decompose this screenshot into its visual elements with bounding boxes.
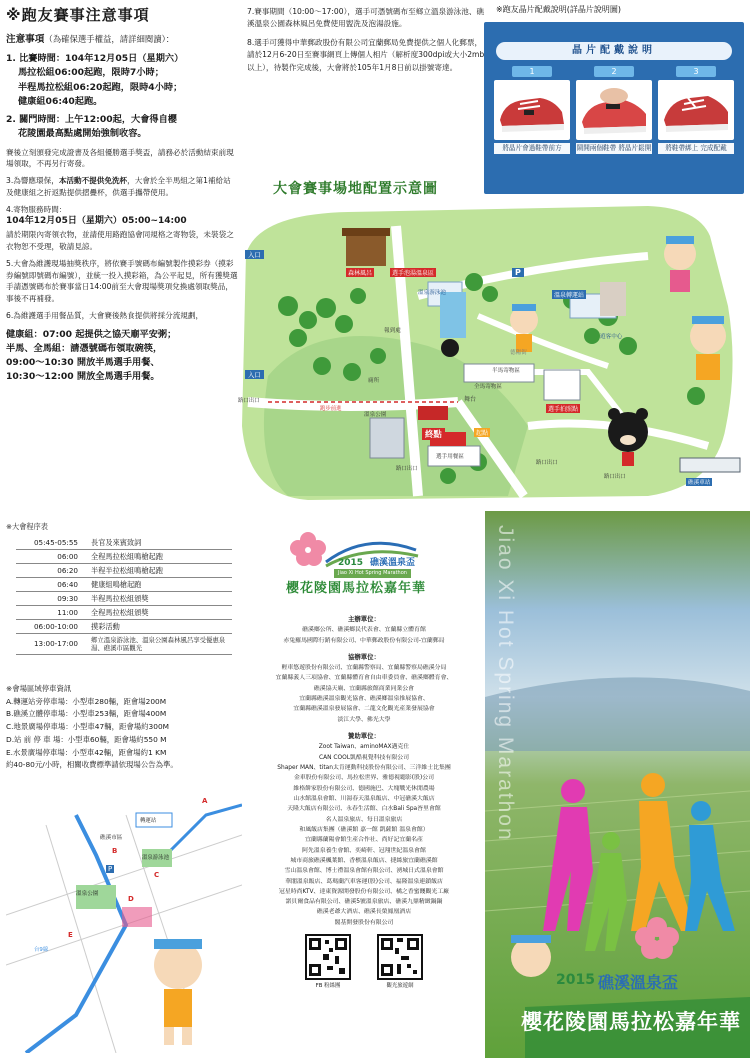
qr-codes bbox=[246, 934, 482, 991]
parking-marker: B bbox=[112, 847, 118, 855]
sponsor-line: 金車股份有限公司、馬拉松世界、雅德視聽影(股)公司 bbox=[293, 775, 435, 782]
table-row: 11:00 全程馬拉松組頒獎 bbox=[16, 606, 232, 620]
map-label-runner: 跑步前進 bbox=[320, 406, 342, 412]
map-label-station: 礁溪車站 bbox=[688, 480, 711, 486]
notice-item-7: 7.賽事期間（10:00～17:00），選手可憑號碼布至鄉立溫泉游泳池、礁溪溫泉公園森林風呂免費使用盥洗及泡湯設施。 bbox=[247, 7, 485, 29]
map-label-booth: 全馬寄物區 bbox=[474, 384, 502, 390]
chip-steps bbox=[494, 66, 734, 154]
notice-lead: 注意事項（為確保選手權益，請詳細閱讀）： bbox=[6, 34, 175, 46]
poster-year: 2015 bbox=[556, 972, 595, 988]
qr-code-icon bbox=[305, 934, 351, 980]
notice-title: ※跑友賽事注意事項 bbox=[6, 6, 150, 24]
sponsor-label: 贊助單位： bbox=[348, 732, 380, 741]
qr-tourism[interactable]: 觀光旅遊網 bbox=[377, 934, 423, 991]
notice-item-3: 3.為響應環保，本活動不提供免洗杯，大會於全半馬組之第1補給站及健康組之折返點提供摺疊杯，供選手攜帶使用。 bbox=[6, 176, 231, 197]
sponsors-section: 2015 礁溪溫泉盃 Jiao Xi Hot Spring Marathon 櫻花陵園馬拉松嘉年華 主辦單位： 礁溪鄉公所、礁溪鄉民代表會、宜蘭縣立體育館 赤兔羅馬國際行銷有限公司、中華郵政股份有限公司-宜蘭郵局 協辦單位： 輕車悠遊股份有限公司、宜蘭縣警察局、宜蘭縣警察局礁溪分局 宜蘭縣義人三項協會、宜蘭縣體育會自由車委員會、礁溪鄉體育會、 礁溪協天廟、宜蘭縣旅館商業同業公會 宜蘭縣礁溪溫泉觀光協會、礁溪鄉溫泉推展協會、 宜蘭縣礁溪溫泉發展協會、二龍文化觀光產業發展協會 淡江大學、佛光大學 贊助單位： Zoot Taiwan、aminoMAX邁克仕 CAN COOL凱酷視覺科技有限公司 Shaper MAN、titan太肯運動科技股份有限公司、三洋維士比集團 金車股份有限公司、馬拉松世界、雅德視聽影(股)公司 維格餅家股份有限公司、德國施巴、大塊戰光休閒農場 山水館溫泉會館、川湯春天溫泉飯店、中冠礁溪大飯店 天隆大飯店有限公司、永春生活館、白水Bali Spa峇里會館 名人溫泉旅店、每日溫泉旅店 和風飯店集團（礁溪館 嘉一館 凱薩館 溫泉會館） 宜蘭縣蘭陽會館生產合作社、尚好記宜蘭名產 阿先溫泉養生會館、奕崎軒、冠翔世紀溫泉會館 城市商旅礁溪楓葉館、香檳溫泉飯店、捷絲旅宜蘭礁溪館 雪山溫泉會館、博士禮溫泉會館有限公司、湧城日式溫泉會館 華閣溫泉飯店、葛瑪蘭汽車客運(股)公司、福隆溫泉連鎖飯店 冠星時尚KTV、達東資源開發股份有限公司、橘之香蜜餞觀光工廠 諾貝爾食品有限公司、礁溪5號溫泉旅店、礁溪九鼎精緻鍋鍋 礁溪老爺大酒店、礁溪長榮鳳凰酒店 閣基開發股份有限公司 FB 粉絲團 觀光旅遊網 bbox=[246, 522, 482, 992]
schedule-table bbox=[16, 536, 232, 655]
schedule-heading: ※大會程序表 bbox=[6, 522, 48, 531]
map-label-meal: 選手用餐區 bbox=[436, 454, 464, 460]
table-row: 06:00 全程馬拉松組鳴槍起跑 bbox=[16, 550, 232, 564]
sponsor-line: 華閣溫泉飯店、葛瑪蘭汽車客運(股)公司、福隆溫泉連鎖飯店 bbox=[285, 878, 443, 885]
sponsor-line: 城市商旅礁溪楓葉館、香檳溫泉飯店、捷絲旅宜蘭礁溪館 bbox=[290, 857, 438, 864]
parking-marker: D bbox=[128, 895, 134, 903]
map-label-start: 起點 bbox=[476, 430, 489, 437]
sponsor-line: 維格餅家股份有限公司、德國施巴、大塊戰光休閒農場 bbox=[293, 785, 435, 792]
map-label-wc: 廁所 bbox=[368, 378, 380, 384]
shoe-image bbox=[658, 80, 734, 140]
table-row: 06:00-10:00 摸彩活動 bbox=[16, 620, 232, 634]
map-label-photo: 選手拍照點 bbox=[548, 406, 579, 413]
map-label-forest: 森林風呂 bbox=[348, 270, 373, 277]
poster-subtitle: 櫻花陵園馬拉松嘉年華 bbox=[521, 1010, 741, 1034]
list-item: 約40-80元/小時，相關收費標準請依現場公告為準。 bbox=[6, 760, 178, 770]
notice-item-1: 1. 比賽時間：104年12月05日（星期六） 馬拉松組06:00起跑，限時7小時； 半程馬拉松組06:20起跑，限時4小時； 健康組06:40起跑。 bbox=[6, 53, 184, 107]
map-label: 溫泉公園 bbox=[76, 891, 99, 897]
map-label-exit: 路口出口 bbox=[604, 474, 626, 480]
notice-item-6: 6.為維護選手用餐品質，大會賽後熱食提供將採分流規劃， bbox=[6, 310, 204, 320]
chip-step-3: 3 將鞋帶綁上 完成配戴 bbox=[658, 66, 734, 154]
list-item: C.地景廣場停車場：小型車47輛，距會場約300M bbox=[6, 722, 170, 732]
logo-english: Jiao Xi Hot Spring Marathon bbox=[334, 569, 411, 578]
sponsor-line: 天隆大飯店有限公司、永春生活館、白水Bali Spa峇里會館 bbox=[287, 806, 441, 813]
map-label-entry: 入口 bbox=[245, 250, 264, 259]
map-label-exit: 路口出口 bbox=[536, 460, 558, 466]
map-label-exit: 路口出口 bbox=[238, 398, 260, 404]
shoe-image bbox=[576, 80, 652, 140]
sponsor-line: 雪山溫泉會館、博士禮溫泉會館有限公司、湧城日式溫泉會館 bbox=[284, 868, 444, 875]
sponsor-line: 閣基開發股份有限公司 bbox=[334, 919, 394, 926]
sponsor-line: 和風飯店集團（礁溪館 嘉一館 凱薩館 溫泉會館） bbox=[299, 826, 429, 833]
table-row: 05:45-05:55 長官及來賓致詞 bbox=[16, 536, 232, 550]
chip-title: ※跑友晶片配戴說明(詳晶片說明圖) bbox=[496, 5, 621, 14]
table-row: 09:30 半程馬拉松組頒獎 bbox=[16, 592, 232, 606]
list-item: D.站 前 停 車 場：小型車60輛，距會場約550 M bbox=[6, 734, 167, 744]
parking-marker: C bbox=[154, 871, 160, 879]
map-label-street: 德陽街 bbox=[510, 350, 527, 356]
parking-icon: P bbox=[108, 865, 113, 873]
sponsor-line: Shaper MAN、titan太肯運動科技股份有限公司、三洋維士比集團 bbox=[277, 764, 451, 771]
table-row: 06:40 健康組鳴槍起跑 bbox=[16, 578, 232, 592]
table-row: 13:00-17:00 鄉立溫泉游泳池、溫泉公園森林風呂享受優惠泉湯、礁溪市區觀光 bbox=[16, 634, 232, 655]
sponsor-line: Zoot Taiwan、aminoMAX邁克仕 bbox=[318, 744, 410, 751]
notice-section bbox=[6, 4, 238, 496]
poster-title: 礁溪溫泉盃 bbox=[598, 973, 679, 992]
sponsor-line: 山水館溫泉會館、川湯春天溫泉飯店、中冠礁溪大飯店 bbox=[293, 795, 435, 802]
list-item: A.轉運站旁停車場：小型車280輛，距會場200M bbox=[6, 696, 167, 706]
map-label-bag: 半馬寄物區 bbox=[492, 368, 520, 374]
sponsor-line: 諾貝爾食品有限公司、礁溪5號溫泉旅店、礁溪九鼎精緻鍋鍋 bbox=[285, 899, 443, 906]
sponsor-line: CAN COOL凱酷視覺科技有限公司 bbox=[319, 754, 409, 761]
list-item: B.礁溪立體停車場：小型車253輛，距會場400M bbox=[6, 709, 167, 719]
list-item: E.水景廣場停車場：小型車42輛，距會場約1 KM bbox=[6, 747, 167, 757]
event-logo bbox=[246, 522, 482, 608]
map-label-park: 溫泉公園 bbox=[364, 412, 387, 418]
venue-map bbox=[228, 196, 750, 508]
co-label: 協辦單位： bbox=[348, 652, 380, 661]
notice-continued bbox=[247, 6, 485, 81]
notice-prize: 賽後立刻頒發完成證書及各組優勝選手獎盃，請務必於活動結束前現場領取，不再另行寄發。 bbox=[6, 147, 234, 169]
table-row: 06:20 半程半拉松組鳴槍起跑 bbox=[16, 564, 232, 578]
parking-heading: ※會場區域停車資訊 bbox=[6, 684, 72, 693]
map-title: 大會賽事場地配置示意圖 bbox=[273, 181, 438, 197]
map-label: 台9線 bbox=[34, 947, 49, 953]
map-label-stage: 舞台 bbox=[464, 396, 477, 403]
schedule-section bbox=[6, 522, 236, 655]
notice-item-8: 8.選手可獲得中華郵政股份有限公司宜蘭郵局免費提供之個人化郵票，請於12月6-20日至賽事網頁上傳個人相片（解析度300dpi或大小2mb以上），待製作完成後，大會將於105年1月8日前以掛號寄達。 bbox=[247, 38, 485, 72]
map-label-hotspring: 選手泡湯溫泉區 bbox=[392, 270, 435, 277]
notice-meal: 健康組：07:00 起提供之協天廟平安粥； 半馬、全馬組：請憑號碼布領取碗筷， 09:00～10:30 開放半馬選手用餐、 10:30～12:00 開放全馬選手用餐。 bbox=[6, 328, 177, 383]
map-label: 礁溪市區 bbox=[100, 835, 123, 841]
chip-step-1: 1 將晶片會過鞋帶前方 bbox=[494, 66, 570, 154]
map-label-reg: 報到處 bbox=[384, 328, 401, 334]
sponsor-line: 冠星時尚KTV、達東資源開發股份有限公司、橘之香蜜餞觀光工廠 bbox=[278, 888, 450, 895]
map-label-entry: 入口 bbox=[245, 370, 264, 379]
parking-section bbox=[6, 683, 236, 772]
map-label: 轉運站 bbox=[140, 818, 157, 824]
poster-vertical-text: Jiao Xi Hot Spring Marathon bbox=[494, 525, 517, 842]
logo-subtitle: 櫻花陵園馬拉松嘉年華 bbox=[286, 581, 427, 596]
sponsor-line: 礁溪老爺大酒店、礁溪長榮鳳凰酒店 bbox=[316, 909, 412, 916]
map-label-exit: 路口出口 bbox=[396, 466, 418, 472]
host-label: 主辦單位： bbox=[348, 615, 380, 623]
map-parking-icon: P bbox=[512, 268, 524, 277]
map-label-bus: 溫泉轉運站 bbox=[554, 292, 585, 299]
parking-marker: A bbox=[202, 797, 208, 805]
notice-item-4: 4.寄物服務時間： 104年12月05日（星期六）05:00~14:00 請於期限內寄領衣物，並請使用路跑協會同規格之寄物袋，未裝袋之衣物恕不受理，敬請見諒。 bbox=[6, 204, 234, 252]
shoe-image bbox=[494, 80, 570, 140]
logo-year: 2015 bbox=[338, 558, 364, 568]
sponsor-line: 宜蘭縣蘭陽會館生產合作社、尚好記宜蘭名產 bbox=[305, 837, 423, 844]
map-label: 溫泉游泳池 bbox=[142, 855, 169, 861]
sponsor-line: 名人溫泉旅店、每日溫泉旅店 bbox=[325, 816, 403, 823]
map-label-tourist: 遊客中心 bbox=[600, 334, 623, 340]
sponsor-line: 阿先溫泉養生會館、奕崎軒、冠翔世紀溫泉會館 bbox=[302, 847, 426, 854]
map-label-pool: 溫泉游泳池 bbox=[418, 290, 446, 296]
map-label-finish: 終點 bbox=[422, 428, 445, 440]
qr-code-icon bbox=[377, 934, 423, 980]
parking-map bbox=[6, 795, 242, 1053]
logo-title: 礁溪溫泉盃 bbox=[370, 558, 416, 568]
notice-item-5: 5.大會為維護現場抽獎秩序，將依賽手號碼布編號製作摸彩券（摸彩券編號即號碼布編號），並統一投入摸彩箱，為公平起見，所有獲獎選手請憑號碼布於賽事當日14:00前至大會現場獎項兌換處領取獎品，事後不再補發。 bbox=[6, 258, 238, 304]
chip-instructions bbox=[484, 5, 744, 194]
chip-step-2: 2 鬧開兩個鞋帶 將晶片鬆開 bbox=[576, 67, 652, 152]
chip-heading: 晶片配戴說明 bbox=[496, 42, 732, 60]
notice-item-2: 2. 關門時間：上午12:00起，大會得自櫻 花陵園最高點處開始強制收容。 bbox=[6, 114, 177, 140]
parking-marker: E bbox=[68, 931, 73, 939]
qr-facebook[interactable]: FB 粉絲團 bbox=[305, 934, 351, 991]
